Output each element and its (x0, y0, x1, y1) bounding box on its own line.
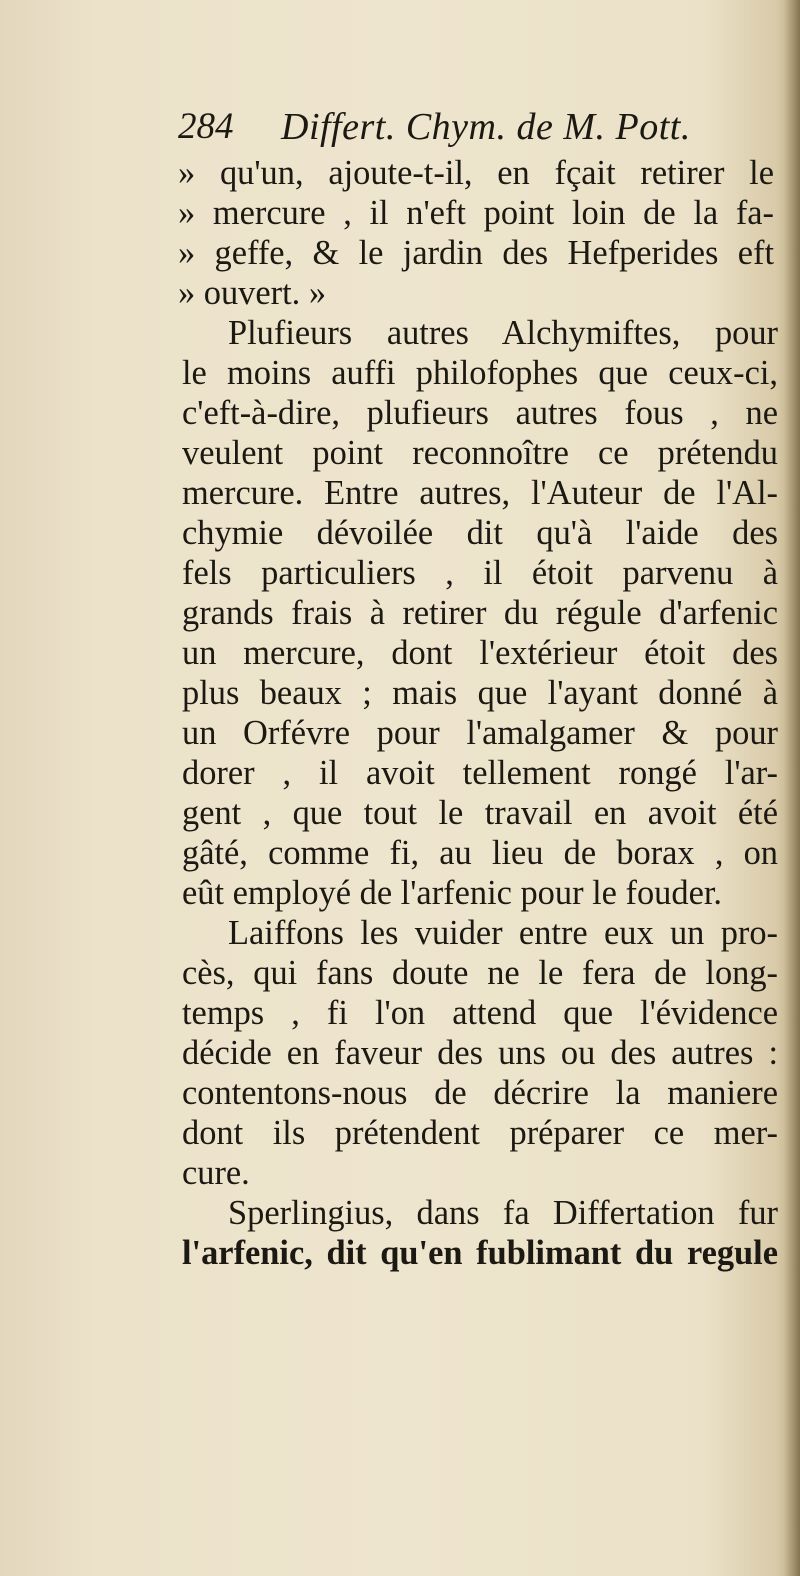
page-number: 284 (178, 106, 234, 147)
text-line: mercure. Entre autres, l'Auteur de l'Al- (182, 474, 778, 512)
page-header (178, 102, 758, 152)
text-line: chymie dévoilée dit qu'à l'aide des (182, 514, 778, 552)
text-line: » ouvert. » (178, 274, 327, 312)
text-line: eût employé de l'arfenic pour le fouder. (182, 874, 722, 912)
text-line: un mercure, dont l'extérieur étoit des (182, 634, 778, 672)
text-line: contentons-nous de décrire la maniere (182, 1074, 778, 1112)
text-line: gent , que tout le travail en avoit été (182, 794, 778, 832)
text-line: fels particuliers , il étoit parvenu à (182, 554, 778, 592)
text-line: c'eft-à-dire, plufieurs autres fous , ne (182, 394, 778, 432)
text-line: grands frais à retirer du régule d'arfenic (182, 594, 778, 632)
paragraph-start-line: Sperlingius, dans fa Differtation fur (228, 1194, 778, 1232)
running-head: Differt. Chym. de M. Pott. (281, 106, 691, 148)
text-line: dont ils prétendent préparer ce mer- (182, 1114, 778, 1152)
text-line: veulent point reconnoître ce prétendu (182, 434, 778, 472)
paragraph-start-line: Plufieurs autres Alchymiftes, pour (228, 314, 778, 352)
text-line: un Orfévre pour l'amalgamer & pour (182, 714, 778, 752)
text-line: dorer , il avoit tellement rongé l'ar- (182, 754, 778, 792)
text-line: le moins auffi philofophes que ceux-ci, (182, 354, 778, 392)
text-line: décide en faveur des uns ou des autres : (182, 1034, 778, 1072)
text-line: » geffe, & le jardin des Hefperides eft (178, 234, 774, 272)
text-line: » mercure , il n'eft point loin de la fa- (178, 194, 774, 232)
text-line: gâté, comme fi, au lieu de borax , on (182, 834, 778, 872)
text-line: » qu'un, ajoute-t-il, en fçait retirer le (178, 154, 774, 192)
text-line: l'arfenic, dit qu'en fublimant du regule (182, 1234, 778, 1272)
text-line: cès, qui fans doute ne le fera de long- (182, 954, 778, 992)
paragraph-start-line: Laiffons les vuider entre eux un pro- (228, 914, 778, 952)
page-edge-shadow (784, 0, 800, 1576)
text-line: plus beaux ; mais que l'ayant donné à (182, 674, 778, 712)
text-line: temps , fi l'on attend que l'évidence (182, 994, 778, 1032)
text-line: cure. (182, 1154, 250, 1192)
